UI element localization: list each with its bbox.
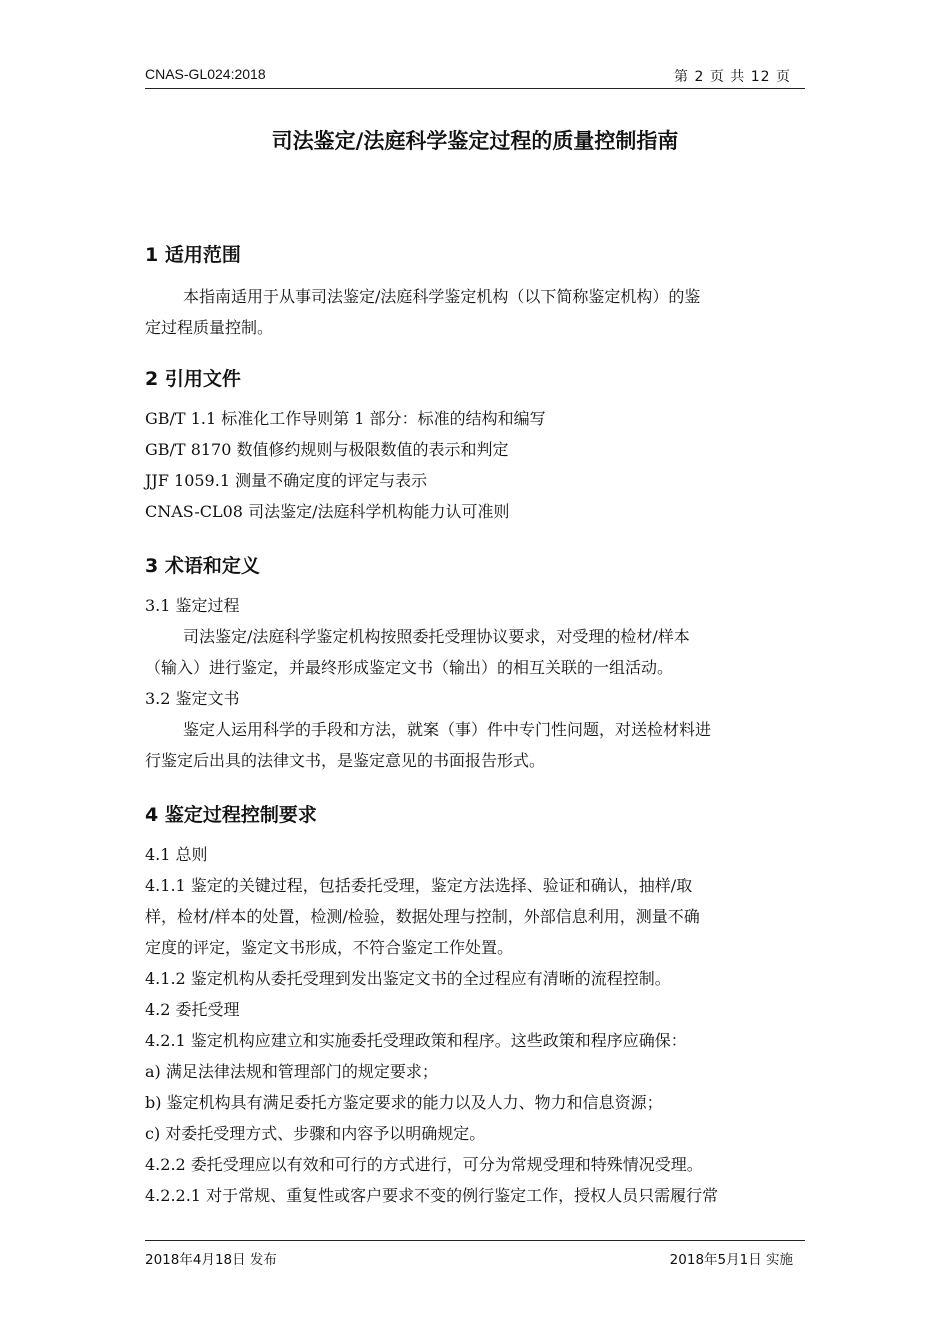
paragraph-line: 定过程质量控制。 — [145, 318, 274, 337]
section-3-heading: 3 术语和定义 — [145, 555, 260, 577]
reference-line: GB/T 1.1 标准化工作导则第 1 部分：标准的结构和编写 — [145, 409, 546, 428]
page-info: 第 2 页 共 12 页 — [674, 69, 791, 85]
paragraph-line: 4.2.2.1 对于常规、重复性或客户要求不变的例行鉴定工作，授权人员只需履行常 — [145, 1186, 719, 1205]
paragraph-line: 定度的评定，鉴定文书形成，不符合鉴定工作处置。 — [145, 938, 514, 957]
paragraph-line: 鉴定人运用科学的手段和方法，就案（事）件中专门性问题，对送检材料进 — [183, 720, 712, 739]
doc-id: CNAS-GL024:2018 — [145, 66, 266, 82]
paragraph-line: 本指南适用于从事司法鉴定/法庭科学鉴定机构（以下简称鉴定机构）的鉴 — [183, 287, 701, 306]
list-item: c) 对委托受理方式、步骤和内容予以明确规定。 — [145, 1124, 486, 1143]
list-item: a) 满足法律法规和管理部门的规定要求； — [145, 1062, 438, 1081]
paragraph-line: （输入）进行鉴定，并最终形成鉴定文书（输出）的相互关联的一组活动。 — [145, 658, 674, 677]
reference-line: JJF 1059.1 测量不确定度的评定与表示 — [145, 471, 428, 490]
paragraph-line: 4.2.1 鉴定机构应建立和实施委托受理政策和程序。这些政策和程序应确保： — [145, 1031, 687, 1050]
page-footer — [145, 1240, 805, 1268]
paragraph-line: 4.1.1 鉴定的关键过程，包括委托受理，鉴定方法选择、验证和确认，抽样/取 — [145, 876, 693, 895]
paragraph-line: 4.2 委托受理 — [145, 1000, 240, 1019]
issue-date: 2018年4月18日 发布 — [145, 1252, 277, 1268]
paragraph-line: 样，检材/样本的处置，检测/检验，数据处理与控制，外部信息利用，测量不确 — [145, 907, 700, 926]
paragraph-line: 4.1.2 鉴定机构从委托受理到发出鉴定文书的全过程应有清晰的流程控制。 — [145, 969, 671, 988]
reference-line: CNAS-CL08 司法鉴定/法庭科学机构能力认可准则 — [145, 502, 510, 521]
paragraph-line: 4.1 总则 — [145, 845, 208, 864]
term-title: 3.2 鉴定文书 — [145, 689, 240, 708]
reference-line: GB/T 8170 数值修约规则与极限数值的表示和判定 — [145, 440, 509, 459]
paragraph-line: 行鉴定后出具的法律文书，是鉴定意见的书面报告形式。 — [145, 751, 546, 770]
term-title: 3.1 鉴定过程 — [145, 596, 240, 615]
section-2-heading: 2 引用文件 — [145, 368, 241, 390]
section-4-heading: 4 鉴定过程控制要求 — [145, 804, 317, 826]
doc-title: 司法鉴定/法庭科学鉴定过程的质量控制指南 — [271, 129, 679, 153]
page-header — [145, 62, 805, 89]
paragraph-line: 4.2.2 委托受理应以有效和可行的方式进行，可分为常规受理和特殊情况受理。 — [145, 1155, 703, 1174]
paragraph-line: 司法鉴定/法庭科学鉴定机构按照委托受理协议要求，对受理的检材/样本 — [183, 627, 690, 646]
list-item: b) 鉴定机构具有满足委托方鉴定要求的能力以及人力、物力和信息资源； — [145, 1093, 663, 1112]
section-1-heading: 1 适用范围 — [145, 244, 241, 266]
effective-date: 2018年5月1日 实施 — [669, 1252, 793, 1268]
